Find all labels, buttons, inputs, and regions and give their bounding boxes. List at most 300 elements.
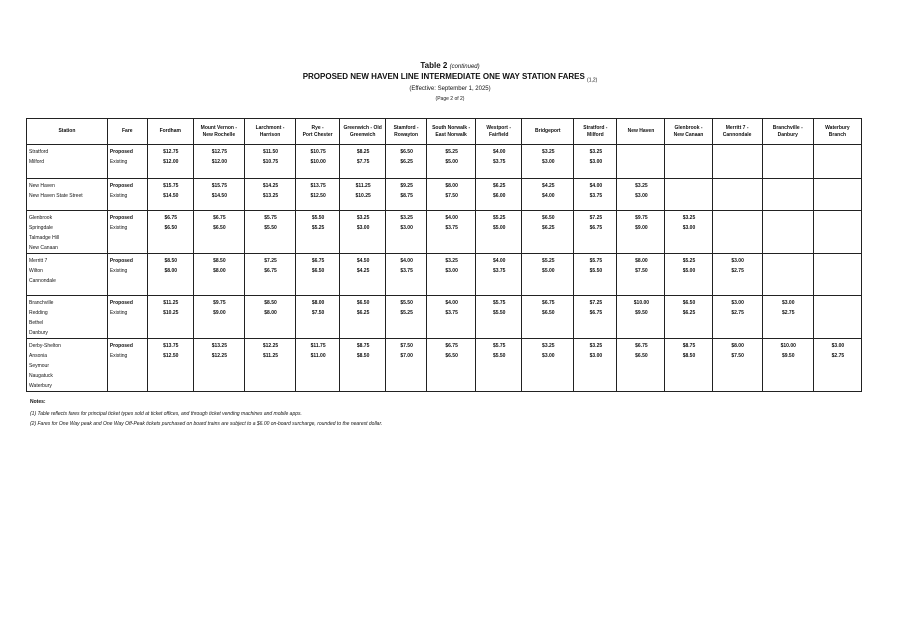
effective-date: (Effective: September 1, 2025) bbox=[409, 86, 491, 92]
station-name: Naugatuck bbox=[29, 373, 53, 379]
fare-cell bbox=[574, 254, 617, 296]
existing-fare: $5.25 bbox=[400, 310, 413, 316]
column-header-station bbox=[27, 119, 108, 145]
column-header bbox=[147, 119, 193, 145]
note-2: (2) Fares for One Way peak and One Way Off-Peak tickets purchased on board trains are subject to a $6.00 on-board surcharge, rounded to the nearest dollar. bbox=[30, 421, 383, 427]
fare-cell bbox=[665, 339, 712, 392]
fare-cell bbox=[617, 145, 665, 179]
fare-cell bbox=[574, 296, 617, 339]
existing-fare: $6.50 bbox=[635, 353, 648, 359]
fare-cell bbox=[340, 145, 386, 179]
table-row bbox=[27, 339, 862, 392]
column-header bbox=[712, 119, 762, 145]
fare-cell bbox=[340, 254, 386, 296]
station-name: Milford bbox=[29, 159, 45, 165]
existing-fare: $7.50 bbox=[635, 268, 648, 274]
proposed-fare: $6.25 bbox=[492, 183, 506, 189]
column-header-line: Rye - bbox=[311, 124, 324, 131]
notes-section bbox=[30, 399, 382, 429]
proposed-fare: $4.00 bbox=[400, 258, 413, 264]
existing-fare: $3.00 bbox=[445, 268, 458, 274]
fare-cell bbox=[244, 179, 295, 211]
fare-cell bbox=[574, 339, 617, 392]
proposed-fare: $8.25 bbox=[356, 149, 370, 155]
existing-fare: $6.75 bbox=[589, 310, 603, 316]
fare-cell bbox=[762, 254, 813, 296]
fare-cell bbox=[386, 296, 427, 339]
existing-fare: $8.75 bbox=[400, 193, 413, 199]
column-header-line: South Norwalk - bbox=[432, 124, 471, 131]
existing-fare: $10.25 bbox=[355, 193, 371, 199]
station-cell bbox=[27, 296, 108, 339]
existing-fare: $3.75 bbox=[445, 225, 458, 231]
existing-fare: $9.00 bbox=[213, 310, 226, 316]
fare-cell bbox=[813, 145, 861, 179]
fare-type-proposed: Proposed bbox=[109, 258, 133, 264]
column-header bbox=[813, 119, 861, 145]
existing-fare: $3.00 bbox=[400, 225, 413, 231]
table-row bbox=[27, 179, 862, 211]
existing-fare: $3.75 bbox=[445, 310, 458, 316]
fare-cell bbox=[296, 254, 340, 296]
proposed-fare: $3.25 bbox=[589, 343, 603, 349]
proposed-fare: $13.25 bbox=[211, 343, 227, 349]
existing-fare: $6.50 bbox=[311, 268, 325, 274]
station-cell bbox=[27, 179, 108, 211]
fare-cell bbox=[665, 296, 712, 339]
column-header-line: New Haven bbox=[627, 128, 655, 134]
proposed-fare: $9.75 bbox=[213, 300, 226, 306]
fare-cell bbox=[476, 339, 522, 392]
column-header-line: Bridgeport bbox=[535, 128, 561, 134]
fare-cell bbox=[386, 339, 427, 392]
station-name: Waterbury bbox=[29, 383, 52, 389]
proposed-fare: $11.25 bbox=[163, 300, 179, 306]
proposed-fare: $11.25 bbox=[355, 183, 371, 189]
column-header-line: Larchmont - bbox=[255, 124, 285, 131]
proposed-fare: $3.25 bbox=[589, 149, 603, 155]
column-header-line: Mount Vernon - bbox=[200, 124, 238, 131]
existing-fare: $11.25 bbox=[263, 353, 279, 359]
existing-fare: $3.75 bbox=[589, 193, 603, 199]
existing-fare: $5.50 bbox=[589, 268, 603, 274]
fare-cell bbox=[193, 211, 244, 254]
proposed-fare: $6.75 bbox=[213, 215, 226, 221]
existing-fare: $5.00 bbox=[492, 225, 506, 231]
proposed-fare: $11.50 bbox=[263, 149, 279, 155]
proposed-fare: $7.25 bbox=[264, 258, 277, 264]
proposed-fare: $5.50 bbox=[311, 215, 325, 221]
fare-cell bbox=[147, 211, 193, 254]
column-header-line: Fairfield bbox=[488, 131, 509, 138]
proposed-fare: $8.00 bbox=[731, 343, 744, 349]
proposed-fare: $8.75 bbox=[356, 343, 370, 349]
proposed-fare: $4.00 bbox=[445, 300, 458, 306]
column-header bbox=[340, 119, 386, 145]
column-header-line: Rowayton bbox=[394, 131, 419, 138]
column-header-fare bbox=[107, 119, 147, 145]
proposed-fare: $8.50 bbox=[213, 258, 226, 264]
proposed-fare: $5.75 bbox=[264, 215, 277, 221]
proposed-fare: $5.25 bbox=[492, 215, 506, 221]
fare-cell bbox=[244, 145, 295, 179]
fare-cell bbox=[813, 254, 861, 296]
table-title bbox=[0, 72, 900, 84]
existing-fare: $3.00 bbox=[589, 159, 603, 165]
table-header bbox=[27, 119, 862, 145]
fare-cell bbox=[522, 254, 574, 296]
fare-cell bbox=[665, 145, 712, 179]
column-header-line: Fordham bbox=[159, 128, 181, 134]
proposed-fare: $6.75 bbox=[542, 300, 555, 306]
proposed-fare: $6.75 bbox=[164, 215, 178, 221]
fare-cell bbox=[193, 254, 244, 296]
column-header-line: Milford bbox=[587, 131, 604, 138]
existing-fare: $5.50 bbox=[492, 310, 506, 316]
proposed-fare: $11.75 bbox=[310, 343, 326, 349]
proposed-fare: $3.25 bbox=[356, 215, 370, 221]
proposed-fare: $3.00 bbox=[831, 343, 845, 349]
fare-cell bbox=[296, 211, 340, 254]
proposed-fare: $8.50 bbox=[264, 300, 277, 306]
fare-cell bbox=[712, 145, 762, 179]
existing-fare: $5.00 bbox=[682, 268, 696, 274]
fares-table bbox=[26, 118, 862, 392]
fare-cell bbox=[665, 211, 712, 254]
column-header-line: Waterbury bbox=[825, 124, 850, 131]
existing-fare: $5.50 bbox=[492, 353, 506, 359]
fare-cell bbox=[813, 211, 861, 254]
station-name: New Canaan bbox=[29, 245, 58, 251]
proposed-fare: $3.25 bbox=[542, 149, 555, 155]
fare-type-existing: Existing bbox=[109, 193, 128, 199]
column-header-line: Stamford - bbox=[393, 124, 419, 131]
station-name: Springdale bbox=[29, 225, 53, 231]
fare-cell bbox=[427, 254, 476, 296]
proposed-fare: $15.75 bbox=[163, 183, 179, 189]
fare-type-cell bbox=[107, 254, 147, 296]
existing-fare: $14.50 bbox=[211, 193, 227, 199]
table-label bbox=[0, 61, 900, 70]
proposed-fare: $3.00 bbox=[731, 300, 744, 306]
existing-fare: $6.75 bbox=[264, 268, 277, 274]
fare-cell bbox=[574, 179, 617, 211]
existing-fare: $7.75 bbox=[356, 159, 370, 165]
fare-cell bbox=[476, 145, 522, 179]
fare-cell bbox=[574, 145, 617, 179]
fare-cell bbox=[340, 296, 386, 339]
existing-fare: $12.00 bbox=[211, 159, 227, 165]
fare-type-existing: Existing bbox=[109, 225, 128, 231]
fare-cell bbox=[617, 179, 665, 211]
proposed-fare: $12.25 bbox=[262, 343, 279, 349]
table-row bbox=[27, 211, 862, 254]
existing-fare: $2.75 bbox=[731, 310, 744, 316]
fare-cell bbox=[147, 145, 193, 179]
station-name: Stratford bbox=[29, 149, 49, 155]
fare-type-cell bbox=[107, 145, 147, 179]
fare-cell bbox=[522, 339, 574, 392]
proposed-fare: $8.00 bbox=[635, 258, 648, 264]
existing-fare: $13.25 bbox=[262, 193, 279, 199]
existing-fare: $3.75 bbox=[400, 268, 413, 274]
proposed-fare: $8.00 bbox=[445, 183, 458, 189]
proposed-fare: $4.00 bbox=[589, 183, 603, 189]
proposed-fare: $6.50 bbox=[400, 149, 413, 155]
existing-fare: $6.00 bbox=[492, 193, 506, 199]
proposed-fare: $4.25 bbox=[542, 183, 555, 189]
table-number: Table 2 bbox=[420, 61, 448, 70]
fare-cell bbox=[522, 211, 574, 254]
existing-fare: $10.75 bbox=[262, 159, 279, 165]
fare-type-proposed: Proposed bbox=[109, 149, 133, 155]
column-header-line: Cannondale bbox=[722, 131, 752, 138]
existing-fare: $3.75 bbox=[492, 268, 506, 274]
existing-fare: $6.25 bbox=[682, 310, 696, 316]
proposed-fare: $5.75 bbox=[492, 300, 506, 306]
fare-cell bbox=[296, 145, 340, 179]
fare-cell bbox=[665, 254, 712, 296]
existing-fare: $6.50 bbox=[164, 225, 178, 231]
proposed-fare: $5.25 bbox=[445, 149, 458, 155]
existing-fare: $3.00 bbox=[542, 159, 555, 165]
existing-fare: $10.25 bbox=[163, 310, 179, 316]
fare-cell bbox=[476, 296, 522, 339]
fare-cell bbox=[712, 296, 762, 339]
fare-cell bbox=[296, 179, 340, 211]
existing-fare: $8.50 bbox=[682, 353, 696, 359]
proposed-fare: $5.75 bbox=[589, 258, 603, 264]
proposed-fare: $15.75 bbox=[211, 183, 227, 189]
existing-fare: $12.25 bbox=[211, 353, 227, 359]
proposed-fare: $5.75 bbox=[492, 343, 506, 349]
column-header bbox=[617, 119, 665, 145]
station-name: Redding bbox=[29, 310, 48, 316]
fare-type-existing: Existing bbox=[109, 159, 128, 165]
fare-cell bbox=[665, 179, 712, 211]
fare-type-proposed: Proposed bbox=[109, 343, 133, 349]
fare-cell bbox=[427, 145, 476, 179]
notes-heading: Notes: bbox=[30, 399, 46, 405]
existing-fare: $3.00 bbox=[635, 193, 648, 199]
proposed-fare: $9.25 bbox=[400, 183, 413, 189]
fare-cell bbox=[813, 296, 861, 339]
existing-fare: $12.00 bbox=[163, 159, 179, 165]
table-row bbox=[27, 145, 862, 179]
proposed-fare: $3.00 bbox=[731, 258, 744, 264]
column-header-line: Branchville - bbox=[772, 124, 803, 131]
station-name: Cannondale bbox=[29, 278, 56, 284]
fare-cell bbox=[476, 211, 522, 254]
station-cell bbox=[27, 339, 108, 392]
existing-fare: $6.50 bbox=[213, 225, 226, 231]
existing-fare: $8.50 bbox=[356, 353, 370, 359]
existing-fare: $9.50 bbox=[635, 310, 648, 316]
fare-cell bbox=[386, 179, 427, 211]
fare-cell bbox=[617, 211, 665, 254]
proposed-fare: $8.00 bbox=[311, 300, 325, 306]
proposed-fare: $12.75 bbox=[163, 149, 179, 155]
fare-cell bbox=[522, 145, 574, 179]
column-header bbox=[296, 119, 340, 145]
fare-cell bbox=[574, 211, 617, 254]
page-indicator: (Page 2 of 2) bbox=[435, 96, 465, 102]
existing-fare: $9.50 bbox=[781, 353, 795, 359]
fare-cell bbox=[340, 339, 386, 392]
proposed-fare: $8.50 bbox=[164, 258, 178, 264]
proposed-fare: $3.25 bbox=[682, 215, 696, 221]
existing-fare: $5.00 bbox=[542, 268, 555, 274]
station-name: New Haven bbox=[29, 183, 55, 189]
existing-fare: $2.75 bbox=[781, 310, 795, 316]
proposed-fare: $12.75 bbox=[211, 149, 227, 155]
column-header-line: Stratford - bbox=[583, 124, 608, 131]
proposed-fare: $3.00 bbox=[781, 300, 795, 306]
existing-fare: $8.00 bbox=[164, 268, 178, 274]
fare-cell bbox=[147, 254, 193, 296]
proposed-fare: $9.75 bbox=[635, 215, 648, 221]
proposed-fare: $3.25 bbox=[635, 183, 648, 189]
table-title-footnote: (1,2) bbox=[587, 77, 598, 84]
column-header bbox=[386, 119, 427, 145]
fare-type-existing: Existing bbox=[109, 268, 128, 274]
fare-type-cell bbox=[107, 179, 147, 211]
fare-type-proposed: Proposed bbox=[109, 300, 133, 306]
proposed-fare: $5.25 bbox=[682, 258, 696, 264]
fare-cell bbox=[193, 296, 244, 339]
station-cell bbox=[27, 211, 108, 254]
column-header-line: Harrison bbox=[259, 131, 281, 138]
existing-fare: $6.25 bbox=[400, 159, 413, 165]
existing-fare: $6.50 bbox=[542, 310, 555, 316]
fare-cell bbox=[617, 296, 665, 339]
fare-cell bbox=[296, 339, 340, 392]
station-name: Bethel bbox=[29, 320, 44, 326]
fare-cell bbox=[386, 254, 427, 296]
fare-cell bbox=[427, 339, 476, 392]
existing-fare: $5.00 bbox=[445, 159, 458, 165]
fare-cell bbox=[762, 145, 813, 179]
station-name: Ansonia bbox=[29, 353, 48, 359]
column-header-line: Danbury bbox=[777, 131, 798, 138]
fare-cell bbox=[296, 296, 340, 339]
station-name: Branchville bbox=[29, 300, 54, 306]
column-header-line: Greenwich - Old bbox=[343, 124, 382, 131]
column-header-line: Station bbox=[58, 128, 76, 134]
existing-fare: $5.25 bbox=[311, 225, 325, 231]
existing-fare: $6.75 bbox=[589, 225, 603, 231]
fare-cell bbox=[386, 145, 427, 179]
column-header-line: Fare bbox=[122, 128, 133, 134]
proposed-fare: $6.75 bbox=[311, 258, 325, 264]
proposed-fare: $10.00 bbox=[780, 343, 796, 349]
proposed-fare: $8.75 bbox=[682, 343, 696, 349]
station-name: New Haven State Street bbox=[29, 193, 83, 199]
fare-cell bbox=[386, 211, 427, 254]
proposed-fare: $3.25 bbox=[400, 215, 413, 221]
proposed-fare: $5.25 bbox=[542, 258, 555, 264]
fare-cell bbox=[712, 211, 762, 254]
fare-type-cell bbox=[107, 211, 147, 254]
fare-cell bbox=[712, 339, 762, 392]
station-cell bbox=[27, 254, 108, 296]
fare-cell bbox=[244, 211, 295, 254]
station-name: Talmadge Hill bbox=[29, 235, 60, 241]
column-header bbox=[762, 119, 813, 145]
column-header bbox=[427, 119, 476, 145]
fare-cell bbox=[244, 254, 295, 296]
proposed-fare: $7.25 bbox=[589, 300, 603, 306]
existing-fare: $10.00 bbox=[310, 159, 326, 165]
fare-cell bbox=[427, 211, 476, 254]
fare-type-existing: Existing bbox=[109, 353, 128, 359]
continued-label: (continued) bbox=[449, 64, 480, 70]
fare-cell bbox=[813, 339, 861, 392]
column-header bbox=[574, 119, 617, 145]
fare-type-proposed: Proposed bbox=[109, 215, 133, 221]
column-header bbox=[476, 119, 522, 145]
note-1: (1) Table reflects fares for principal ticket types sold at ticket offices, and through ticket vending machines and mobile apps. bbox=[30, 411, 302, 417]
proposed-fare: $4.50 bbox=[356, 258, 370, 264]
existing-fare: $8.00 bbox=[213, 268, 226, 274]
fare-cell bbox=[762, 211, 813, 254]
existing-fare: $9.00 bbox=[635, 225, 648, 231]
fare-cell bbox=[427, 179, 476, 211]
fare-type-cell bbox=[107, 296, 147, 339]
station-name: Wilton bbox=[29, 268, 43, 274]
existing-fare: $12.50 bbox=[310, 193, 326, 199]
proposed-fare: $6.75 bbox=[445, 343, 458, 349]
proposed-fare: $6.50 bbox=[356, 300, 370, 306]
proposed-fare: $3.25 bbox=[445, 258, 458, 264]
station-name: Danbury bbox=[29, 330, 48, 336]
table-body bbox=[27, 145, 862, 392]
proposed-fare: $10.75 bbox=[310, 149, 326, 155]
existing-fare: $3.00 bbox=[589, 353, 603, 359]
column-header bbox=[244, 119, 295, 145]
existing-fare: $3.75 bbox=[492, 159, 506, 165]
fare-cell bbox=[244, 296, 295, 339]
proposed-fare: $14.25 bbox=[262, 183, 279, 189]
column-header-line: Greenwich bbox=[349, 131, 376, 138]
proposed-fare: $7.25 bbox=[589, 215, 603, 221]
proposed-fare: $13.75 bbox=[310, 183, 326, 189]
column-header bbox=[665, 119, 712, 145]
fare-cell bbox=[340, 211, 386, 254]
fare-cell bbox=[193, 339, 244, 392]
proposed-fare: $6.75 bbox=[635, 343, 648, 349]
fare-cell bbox=[147, 179, 193, 211]
existing-fare: $11.00 bbox=[310, 353, 326, 359]
existing-fare: $5.50 bbox=[264, 225, 277, 231]
fare-cell bbox=[522, 179, 574, 211]
fare-cell bbox=[813, 179, 861, 211]
fare-type-cell bbox=[107, 339, 147, 392]
column-header-line: Branch bbox=[828, 131, 847, 138]
existing-fare: $7.50 bbox=[311, 310, 325, 316]
proposed-fare: $10.00 bbox=[633, 300, 650, 306]
existing-fare: $2.75 bbox=[731, 268, 744, 274]
fare-type-existing: Existing bbox=[109, 310, 128, 316]
fare-type-proposed: Proposed bbox=[109, 183, 133, 189]
proposed-fare: $3.25 bbox=[542, 343, 555, 349]
fare-cell bbox=[522, 296, 574, 339]
proposed-fare: $6.50 bbox=[542, 215, 555, 221]
fare-cell bbox=[762, 296, 813, 339]
fare-cell bbox=[193, 145, 244, 179]
column-header bbox=[522, 119, 574, 145]
table-row bbox=[27, 296, 862, 339]
